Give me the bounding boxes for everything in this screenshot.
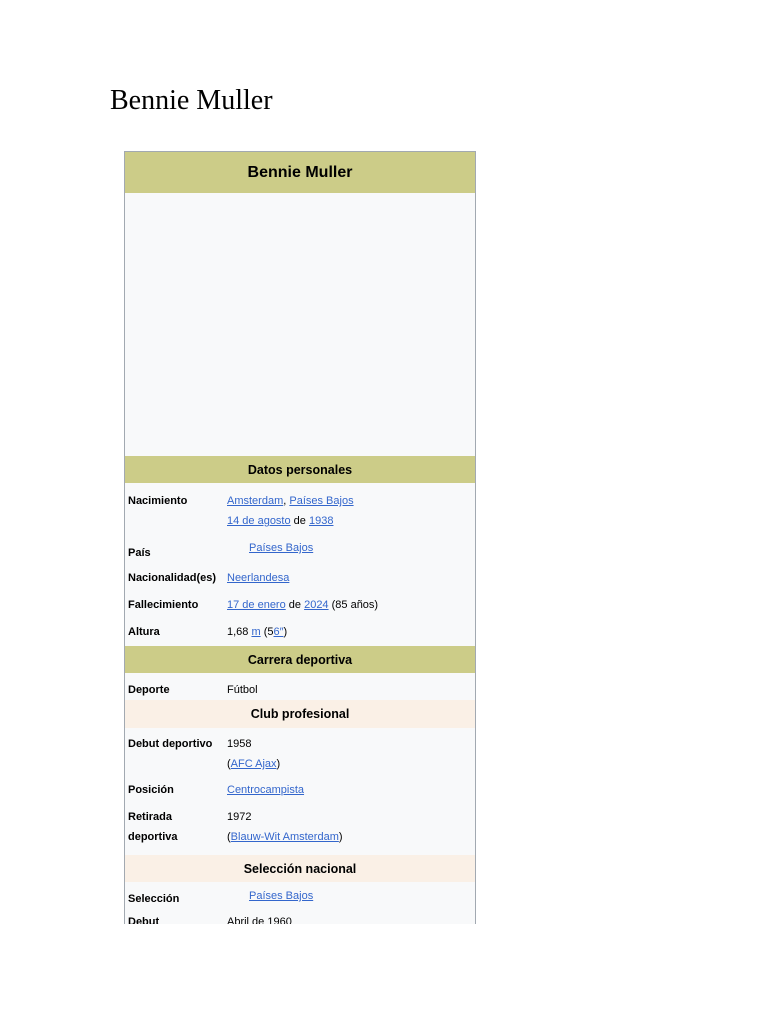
- link-paises-bajos[interactable]: Países Bajos: [289, 495, 354, 507]
- row-nacimiento: [125, 483, 475, 537]
- row-posicion: [125, 778, 475, 805]
- link-blauw-wit[interactable]: Blauw-Wit Amsterdam: [230, 831, 339, 843]
- infobox-title: Bennie Muller: [125, 152, 475, 193]
- infobox-image: [125, 193, 475, 456]
- infobox: [124, 151, 476, 924]
- pais-label: País: [128, 547, 151, 559]
- deporte-value: Fútbol: [227, 684, 258, 696]
- posicion-label: Posición: [128, 784, 174, 796]
- seleccion-label: Selección: [128, 893, 180, 905]
- link-birth-year[interactable]: 1938: [308, 515, 334, 527]
- debut-label: Debut: [128, 916, 160, 924]
- altura-imperial-close: ): [283, 626, 288, 638]
- nacimiento-label: Nacimiento: [128, 495, 188, 507]
- link-birth-day[interactable]: 14 de agosto: [227, 515, 291, 527]
- page-title: Bennie Muller: [110, 85, 273, 116]
- fallecimiento-label: Fallecimiento: [128, 599, 199, 611]
- nacimiento-sep: ,: [283, 495, 290, 507]
- altura-value: 1,68: [227, 626, 252, 638]
- debut-value: Abril de 1960: [227, 916, 292, 924]
- birth-de: de: [290, 515, 309, 527]
- link-death-year[interactable]: 2024: [304, 599, 329, 611]
- altura-label: Altura: [128, 626, 160, 638]
- retirada-label-1: Retirada: [128, 811, 173, 823]
- link-pais[interactable]: Países Bajos: [249, 542, 314, 554]
- link-death-day[interactable]: 17 de enero: [227, 599, 286, 611]
- link-seleccion[interactable]: Países Bajos: [249, 890, 314, 902]
- debut-deportivo-year: 1958: [227, 738, 252, 750]
- row-retirada: [125, 805, 475, 855]
- link-afc-ajax[interactable]: AFC Ajax: [230, 758, 277, 770]
- row-pais: [125, 537, 475, 565]
- retirada-label-2: deportiva: [128, 831, 178, 843]
- retirada-club-open: (: [227, 831, 231, 843]
- link-centrocampista[interactable]: Centrocampista: [227, 784, 305, 796]
- section-datos-personales: Datos personales: [125, 456, 475, 483]
- row-debut: [125, 910, 475, 924]
- debut-deportivo-label: Debut deportivo: [128, 738, 213, 750]
- nacionalidad-label: Nacionalidad(es): [128, 572, 217, 584]
- retirada-year: 1972: [227, 811, 252, 823]
- altura-imperial-open: (5: [260, 626, 274, 638]
- row-seleccion: [125, 882, 475, 910]
- section-carrera-deportiva: Carrera deportiva: [125, 646, 475, 673]
- retirada-club-close: ): [338, 831, 343, 843]
- section-club-profesional: Club profesional: [125, 700, 475, 728]
- debut-club-open: (: [227, 758, 231, 770]
- death-age: (85 años): [328, 599, 379, 611]
- row-debut-deportivo: [125, 728, 475, 778]
- deporte-label: Deporte: [128, 684, 170, 696]
- link-metro[interactable]: m: [251, 626, 261, 638]
- death-de: de: [285, 599, 305, 611]
- debut-club-close: ): [276, 758, 281, 770]
- section-seleccion-nacional: Selección nacional: [125, 855, 475, 882]
- link-amsterdam[interactable]: Amsterdam: [227, 495, 284, 507]
- row-fallecimiento: [125, 592, 475, 619]
- row-altura: [125, 619, 475, 646]
- row-nacionalidad: [125, 565, 475, 592]
- link-imperial[interactable]: 6″: [273, 626, 284, 638]
- row-deporte: [125, 673, 475, 700]
- link-neerlandesa[interactable]: Neerlandesa: [227, 572, 290, 584]
